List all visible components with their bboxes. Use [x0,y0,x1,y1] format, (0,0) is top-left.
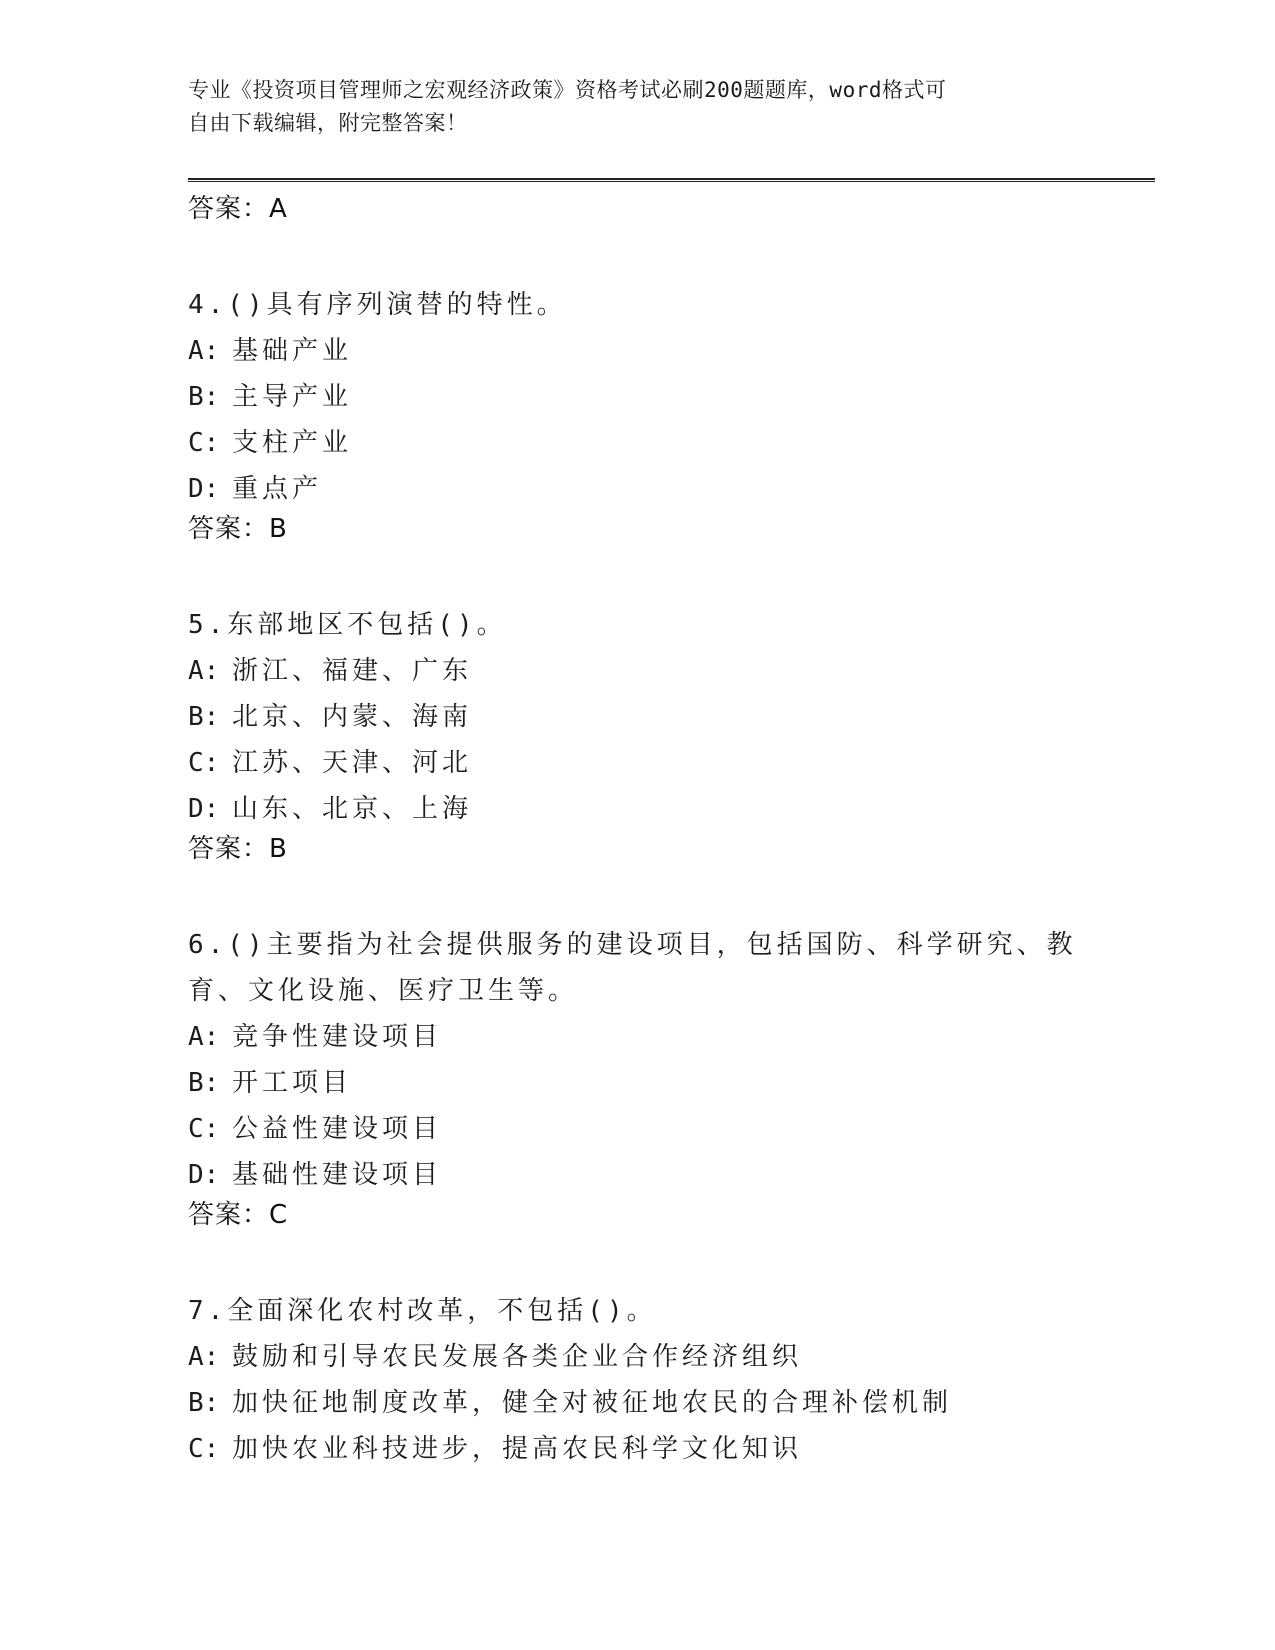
option-letter: C: [188,428,220,458]
question-stem: 6.()主要指为社会提供服务的建设项目，包括国防、科学研究、教育、文化设施、医疗卫生等。 [188,930,1077,1006]
question-stem: 5.东部地区不包括()。 [188,610,507,640]
option-text: 开工项目 [232,1068,353,1098]
option-a [188,648,1088,694]
page-header [188,74,1068,140]
option-a [188,1014,1088,1060]
option-text: 山东、北京、上海 [232,794,473,824]
option-text: 鼓励和引导农民发展各类企业合作经济组织 [232,1342,803,1372]
option-a [188,1334,1088,1380]
answer-q4: 答案：B [188,514,288,544]
option-c [188,420,1088,466]
option-text: 加快征地制度改革，健全对被征地农民的合理补偿机制 [232,1388,953,1418]
header-line-2: 自由下载编辑，附完整答案！ [188,111,468,135]
option-text: 竞争性建设项目 [232,1022,443,1052]
option-text: 基础产业 [232,336,353,366]
option-text: 江苏、天津、河北 [232,748,473,778]
option-d [188,786,1088,832]
option-text: 主导产业 [232,382,353,412]
option-letter: D: [188,794,220,824]
header-divider [188,178,1155,182]
answer-q3: 答案：A [188,194,288,224]
option-text: 基础性建设项目 [232,1160,443,1190]
option-a [188,328,1088,374]
question-list [188,192,1088,1472]
option-letter: D: [188,474,220,504]
option-c [188,1426,1088,1472]
question-7 [188,1288,1088,1472]
option-d [188,466,1088,512]
option-c [188,740,1088,786]
option-letter: C: [188,1114,220,1144]
option-b [188,694,1088,740]
option-letter: B: [188,1068,220,1098]
option-letter: A: [188,656,220,686]
option-text: 加快农业科技进步，提高农民科学文化知识 [232,1434,803,1464]
option-b [188,374,1088,420]
answer-q6: 答案：C [188,1200,289,1230]
option-letter: D: [188,1160,220,1190]
option-letter: C: [188,1434,220,1464]
option-letter: C: [188,748,220,778]
answer-q5: 答案：B [188,834,288,864]
option-letter: A: [188,1022,220,1052]
option-text: 浙江、福建、广东 [232,656,473,686]
option-letter: B: [188,382,220,412]
option-b [188,1380,1088,1426]
question-stem: 4.()具有序列演替的特性。 [188,290,567,320]
option-text: 公益性建设项目 [232,1114,443,1144]
question-5 [188,602,1088,878]
option-letter: A: [188,1342,220,1372]
option-text: 北京、内蒙、海南 [232,702,473,732]
option-text: 支柱产业 [232,428,353,458]
header-line-1: 专业《投资项目管理师之宏观经济政策》资格考试必刷200题题库，word格式可 [188,78,947,102]
option-letter: B: [188,702,220,732]
option-b [188,1060,1088,1106]
option-d [188,1152,1088,1198]
question-stem: 7.全面深化农村改革，不包括()。 [188,1296,657,1326]
option-letter: A: [188,336,220,366]
option-text: 重点产 [232,474,323,504]
option-c [188,1106,1088,1152]
question-4 [188,282,1088,558]
option-letter: B: [188,1388,220,1418]
question-6 [188,922,1088,1244]
